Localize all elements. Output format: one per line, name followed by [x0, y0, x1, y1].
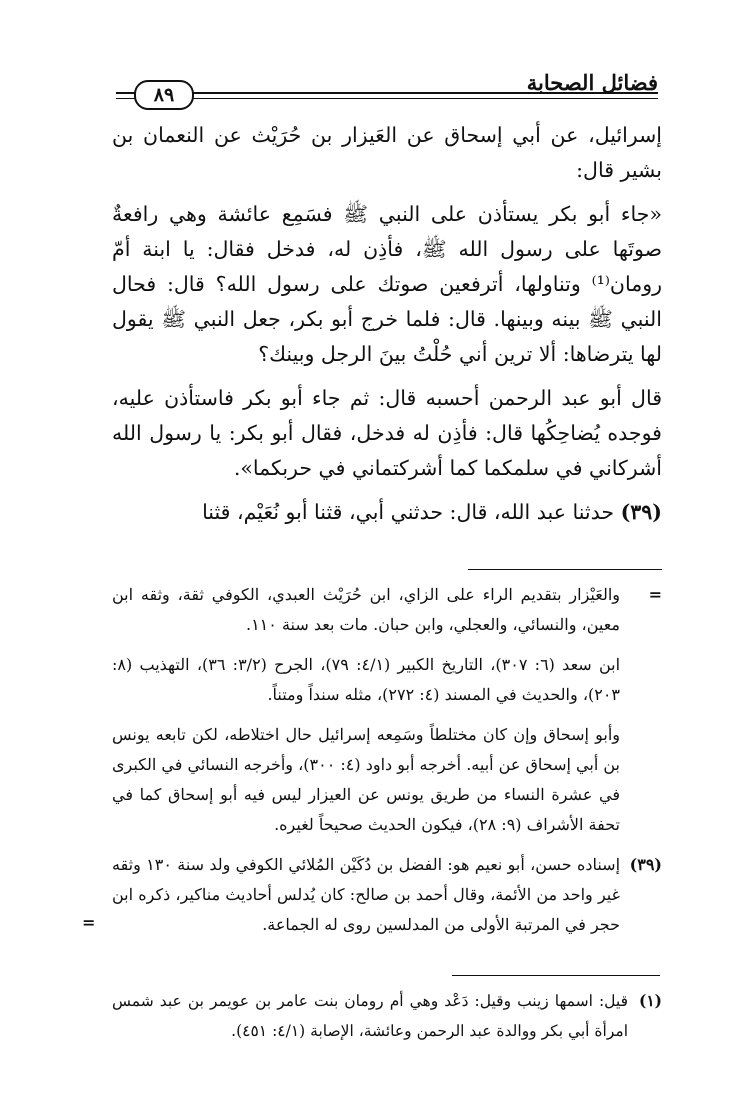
continuation-mark: =	[648, 585, 662, 604]
footnote-separator	[452, 975, 660, 976]
note-references-text: ابن سعد (٦: ٣٠٧)، التاريخ الكبير (٤/١: ٧٩)، الجرح (٣/٢: ٣٦)، التهذيب (٨: ٢٠٣)، والحديث في المسند (٤: ٢٧٢)، مثله سنداً ومتناً.	[112, 655, 621, 704]
note-references	[112, 650, 662, 710]
paragraph-isnad: إسرائيل، عن أبي إسحاق عن العَيزار بن حُرَيْث عن النعمان بن بشير قال:	[112, 123, 662, 182]
note-39-end-mark: =	[82, 913, 96, 932]
note-abu-ishaq-text: وأبو إسحاق وإن كان مختلطاً وسَمِعه إسرائيل حال اختلاطه، لكن تابعه يونس بن أبي إسحاق عن أبيه. أخرجه أبو داود (٤: ٣٠٠)، وأخرجه النسائي في الكبرى في عشرة النساء من طريق يونس عن العيزار ليس فيه أبو إسحاق كما في تحفة الأشراف (٩: ٢٨)، فيكون الحديث صحيحاً لغيره.	[112, 725, 621, 834]
book-title: فضائل الصحابة	[526, 70, 658, 95]
footnote-marker: (١)	[638, 991, 662, 1010]
notes-separator	[468, 569, 662, 570]
footnote-text: قيل: اسمها زينب وقيل: دَعْد وهي أم رومان بنت عامر بن عويمر بن عبد شمس امرأة أبي بكر ووالدة عبد الرحمن وعائشة، الإصابة (٤/١: ٤٥١).	[112, 992, 628, 1040]
header-rule	[116, 92, 658, 99]
page-header	[116, 70, 658, 110]
note-abu-ishaq	[112, 720, 662, 840]
hadith-number: (٣٩)	[620, 500, 662, 524]
note-ayzar-text: والعَيْزار بتقديم الراء على الزاي، ابن حُرَيْث العبدي، الكوفي ثقة، وثقه ابن معين، والنسائي، والعجلي، وابن حبان. مات بعد سنة ١١٠.	[112, 585, 621, 634]
footnote	[112, 986, 662, 1056]
note-ayzar	[112, 580, 662, 640]
paragraph-hadith: «جاء أبو بكر يستأذن على النبي ﷺ فسَمِع عائشة وهي رافعةٌ صوتَها على رسول الله ﷺ، فأذِن له، فدخل فقال: يا ابنة أمّ رومان⁽¹⁾ وتناولها، أترفعين صوتك على رسول الله؟ قال: فحال النبي ﷺ بينه وبينها. قال: فلما خرج أبو بكر، جعل النبي ﷺ يقول لها يترضاها: ألا ترين أني حُلْتُ بينَ الرجل وبينك؟	[112, 202, 662, 366]
paragraph-hadith-39	[112, 495, 662, 530]
hadith-39-text: حدثنا عبد الله، قال: حدثني أبي، قثنا أبو نُعَيْم، قثنا	[202, 500, 615, 524]
note-39-text: إسناده حسن، أبو نعيم هو: الفضل بن دُكَيْن المُلائي الكوفي ولد سنة ١٣٠ وثقه غير واحد من الأئمة، وقال أحمد بن صالح: كان يُدلس أحاديث مناكير، ذكره ابن حجر في المرتبة الأولى من المدلسين روى له الجماعة.	[112, 855, 621, 934]
commentary-notes	[82, 580, 662, 950]
paragraph-comment: قال أبو عبد الرحمن أحسبه قال: ثم جاء أبو بكر فاستأذن عليه، فوجده يُضاحِكُها قال: فأذِن له فدخل، فقال أبو بكر: يا رسول الله أشركاني في سلمكما كما أشركتماني في حربكما».	[112, 386, 662, 480]
page-number-badge: ٨٩	[134, 80, 194, 110]
footnote-1	[112, 986, 662, 1046]
main-text	[112, 118, 662, 539]
note-39	[82, 850, 662, 940]
note-39-marker: (٣٩)	[629, 855, 662, 874]
